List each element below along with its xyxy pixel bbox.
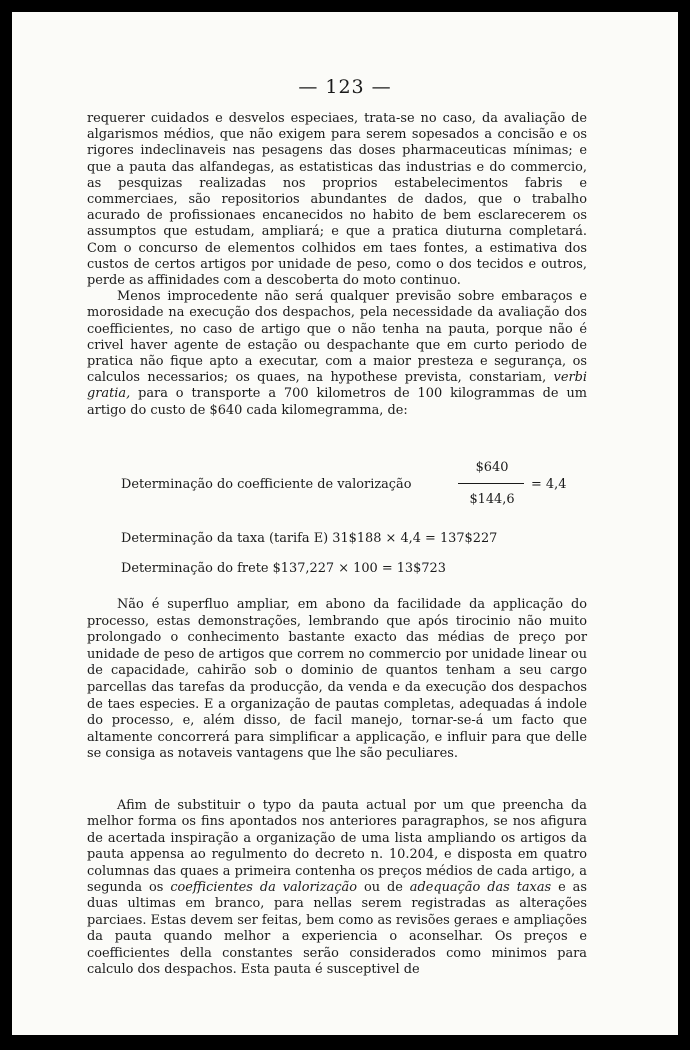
formula-taxa: Determinação da taxa (tarifa E) 31$188 × 4,4 = 137$227 — [121, 531, 498, 546]
page-number: — 123 — — [298, 76, 392, 98]
formula-numerator: $640 — [475, 460, 509, 475]
paragraph-continued: requerer cuidados e desvelos especiaes, trata-se no caso, da avaliação de algarismos médios, que não exigem para serem sopesados a concisão e os rigores indeclinaveis nas pesagens das doses pharmaceuticas mínimas; e que a pauta das alfandegas, as estatisticas das industrias e do commercio, as pesquizas realizadas nos proprios estabelecimentos fabris e commerciaes, são repositorios abundantes de dados, que o trabalho acurado de profissionaes encanecidos no habito de bem esclarecerem os assumptos que estudam, ampliará; e que a pratica diuturna completará. Com o concurso de elementos colhidos em taes fontes, a estimativa dos custos de certos artigos por unidade de peso, como o dos tecidos e outros, perde as affinidades com a descoberta do moto continuo. — [87, 111, 587, 289]
paragraph-previsao-text: Menos improcedente não será qualquer previsão sobre embaraços e morosidade na execução dos despachos, pela necessidade da avaliação dos coefficientes, no caso de artigo que o não tenha na pauta, porque não é crivel haver agente de estação ou despachante que em curto periodo de pratica não fique apto a executar, com a maior presteza e segurança, os calculos necessarios; os quaes, na hypothese prevista, constariam, — [87, 289, 587, 386]
formula-coefficient-label: Determinação do coefficiente de valorização — [121, 477, 412, 492]
paragraph-afim-italic-2: adequação das taxas — [409, 880, 552, 896]
paragraph-previsao — [87, 289, 587, 419]
document-page — [12, 12, 678, 1035]
paragraph-previsao-text-end: para o transporte a 700 kilometros de 100 kilogrammas de um artigo do custo de $640 cada kilomegramma, de: — [87, 386, 587, 418]
formula-coefficient-result: = 4,4 — [531, 477, 567, 492]
formula-denominator: $144,6 — [469, 492, 515, 507]
body-text-block — [87, 111, 587, 419]
paragraph-afim — [87, 798, 587, 978]
formula-frete: Determinação do frete $137,227 × 100 = 13$723 — [121, 561, 446, 576]
paragraph-afim-text: Afim de substituir o typo da pauta actual por um que preencha da melhor forma os fins apontados nos anteriores paragraphos, se nos afigura de acertada inspiração a organização de uma lista ampliando os artigos da pauta appensa ao regulmento do decreto n. 10.204, e disposta em quatro columnas das quaes a primeira contenha os preços médios de cada artigo, a segunda os — [87, 798, 587, 896]
paragraph-superfluo: Não é superfluo ampliar, em abono da facilidade da applicação do processo, estas demonstrações, lembrando que após tirocinio não muito prolongado o conhecimento bastante exacto das médias de preço por unidade de peso de artigos que correm no commercio por unidade linear ou de capacidade, cahirão sob o dominio de quantos tenham a seu cargo parcellas das tarefas da producção, da venda e da execução dos despachos de taes especies. E a organização de pautas completas, adequadas á indole do processo, e, além disso, de facil manejo, tornar-se-á um facto que altamente concorrerá para simplificar a applicação, e influir para que delle se consiga as notaveis vantagens que lhe são peculiares. — [87, 597, 587, 762]
paragraph-afim-mid: ou de — [363, 880, 403, 896]
fraction-bar — [458, 483, 524, 484]
paragraph-afim-text-end: e as duas ultimas em branco, para nellas serem registradas as alterações parciaes. Estas devem ser feitas, bem como as revisões geraes e ampliações da pauta quando melhor a experiencia o aconselhar. Os preços e coefficientes della constantes serão considerados como minimos para calculo dos despachos. Esta pauta é susceptivel de — [87, 880, 587, 978]
paragraph-afim-italic-1: coefficientes da valorização — [170, 880, 357, 896]
paragraph-previsao-italic: verbi gratia, — [87, 370, 587, 402]
